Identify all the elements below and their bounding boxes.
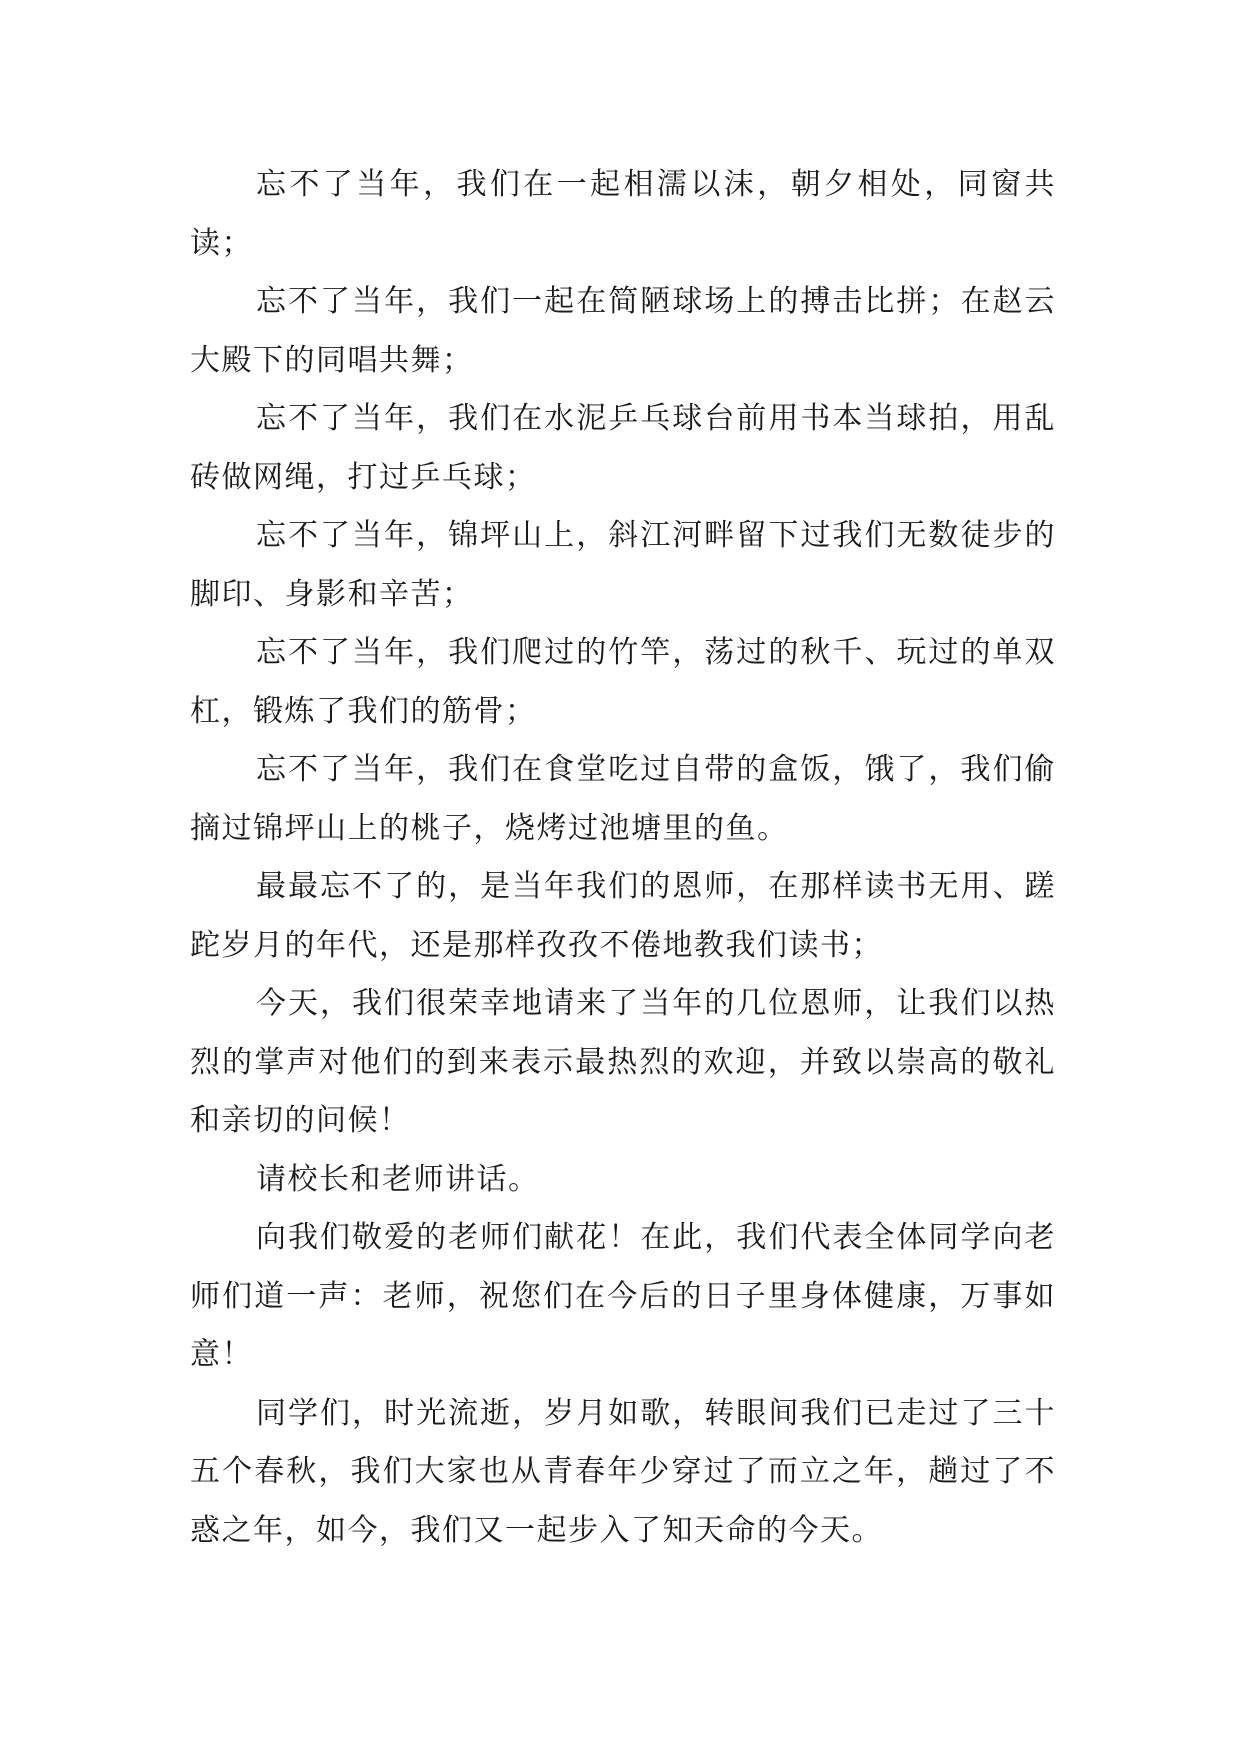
document-body: [190, 156, 1056, 1560]
paragraph: 同学们，时光流逝，岁月如歌，转眼间我们已走过了三十五个春秋，我们大家也从青春年少穿过了而立之年，趟过了不惑之年，如今，我们又一起步入了知天命的今天。: [190, 1395, 1056, 1548]
paragraph: 忘不了当年，锦坪山上，斜江河畔留下过我们无数徒步的脚印、身影和辛苦；: [190, 518, 1056, 612]
paragraph: 向我们敬爱的老师们献花！在此，我们代表全体同学向老师们道一声：老师，祝您们在今后的日子里身体健康，万事如意！: [190, 1220, 1056, 1372]
paragraph: 忘不了当年，我们在食堂吃过自带的盒饭，饿了，我们偷摘过锦坪山上的桃子，烧烤过池塘里的鱼。: [190, 752, 1056, 846]
paragraph: 请校长和老师讲话。: [256, 1161, 540, 1197]
paragraph: 忘不了当年，我们在一起相濡以沫，朝夕相处，同窗共读；: [190, 167, 1056, 261]
paragraph: 最最忘不了的，是当年我们的恩师，在那样读书无用、蹉跎岁月的年代，还是那样孜孜不倦地教我们读书；: [190, 869, 1056, 963]
paragraph: 忘不了当年，我们一起在简陋球场上的搏击比拼；在赵云大殿下的同唱共舞；: [190, 284, 1056, 378]
paragraph: 忘不了当年，我们爬过的竹竿，荡过的秋千、玩过的单双杠，锻炼了我们的筋骨；: [190, 635, 1056, 729]
paragraph: 今天，我们很荣幸地请来了当年的几位恩师，让我们以热烈的掌声对他们的到来表示最热烈的欢迎，并致以崇高的敬礼和亲切的问候！: [190, 986, 1056, 1138]
paragraph: 忘不了当年，我们在水泥乒乓球台前用书本当球拍，用乱砖做网绳，打过乒乓球；: [190, 401, 1056, 495]
